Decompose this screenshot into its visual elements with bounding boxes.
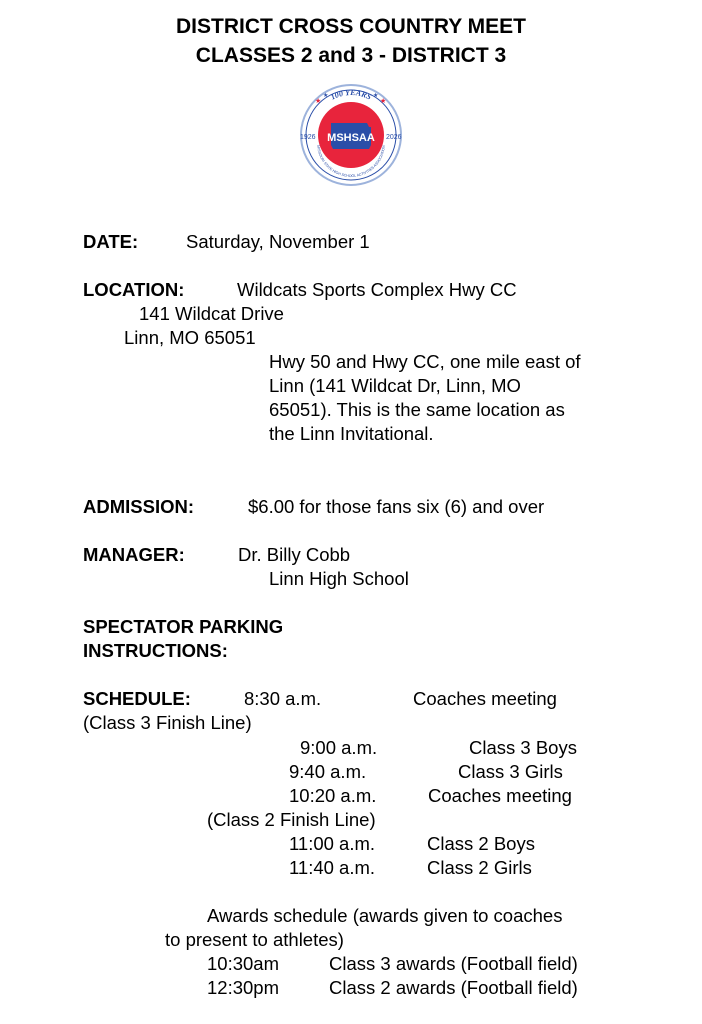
location-line-2: 141 Wildcat Drive — [139, 303, 284, 324]
location-line-1: Wildcats Sports Complex Hwy CC — [237, 279, 517, 300]
schedule-label: SCHEDULE: — [83, 688, 191, 709]
star-icon: ★ — [323, 92, 329, 99]
schedule-time: 8:30 a.m. — [244, 688, 322, 709]
schedule-event: Class 2 Girls — [427, 857, 532, 878]
location-line-3: Linn, MO 65051 — [124, 327, 256, 348]
mshsaa-centennial-logo — [283, 83, 419, 187]
schedule-note: (Class 2 Finish Line) — [207, 809, 376, 830]
location-directions-4: the Linn Invitational. — [269, 423, 434, 444]
awards-intro-line-1: Awards schedule (awards given to coaches — [207, 905, 563, 926]
parking-label-line-1: SPECTATOR PARKING — [83, 616, 284, 637]
schedule-time: 10:20 a.m. — [289, 785, 377, 806]
awards-event: Class 3 awards (Football field) — [329, 953, 578, 974]
schedule-time: 9:40 a.m. — [289, 761, 367, 782]
schedule-event: Coaches meeting — [413, 688, 557, 709]
admission-value: $6.00 for those fans six (6) and over — [248, 496, 545, 517]
schedule-event: Class 3 Girls — [458, 761, 563, 782]
manager-label: MANAGER: — [83, 544, 185, 565]
manager-name: Dr. Billy Cobb — [238, 544, 351, 565]
awards-time: 10:30am — [207, 953, 279, 974]
schedule-time: 11:00 a.m. — [289, 833, 376, 854]
schedule-event: Class 3 Boys — [469, 737, 577, 758]
awards-intro-line-2: to present to athletes) — [165, 929, 344, 950]
logo-center-text: MSHSAA — [327, 132, 375, 144]
logo-year-left: 1926 — [300, 134, 316, 141]
document-title-line-1: DISTRICT CROSS COUNTRY MEET — [175, 15, 527, 38]
location-directions-2: Linn (141 Wildcat Dr, Linn, MO — [269, 375, 521, 396]
schedule-time: 9:00 a.m. — [300, 737, 378, 758]
schedule-note: (Class 3 Finish Line) — [83, 712, 252, 733]
schedule-event: Class 2 Boys — [427, 833, 535, 854]
schedule-time: 11:40 a.m. — [289, 857, 376, 878]
location-directions-3: 65051). This is the same location as — [269, 399, 565, 420]
logo-top-text: 100 YEARS — [329, 87, 373, 102]
schedule-event: Coaches meeting — [428, 785, 572, 806]
logo-year-right: 2026 — [386, 134, 402, 141]
awards-time: 12:30pm — [207, 977, 279, 998]
logo-ring-text: MISSOURI STATE HIGH SCHOOL ACTIVITIES ASSOCIATION — [316, 145, 386, 179]
admission-label: ADMISSION: — [83, 496, 194, 517]
manager-school: Linn High School — [269, 568, 409, 589]
star-icon: ★ — [315, 97, 322, 105]
document-title-line-2: CLASSES 2 and 3 - DISTRICT 3 — [195, 44, 507, 67]
date-value: Saturday, November 1 — [186, 231, 370, 252]
awards-event: Class 2 awards (Football field) — [329, 977, 578, 998]
parking-label-line-2: INSTRUCTIONS: — [83, 640, 228, 661]
location-directions-1: Hwy 50 and Hwy CC, one mile east of — [269, 351, 581, 372]
star-icon: ★ — [380, 97, 387, 105]
star-icon: ★ — [373, 92, 379, 99]
date-label: DATE: — [83, 231, 139, 252]
location-label: LOCATION: — [83, 279, 185, 300]
